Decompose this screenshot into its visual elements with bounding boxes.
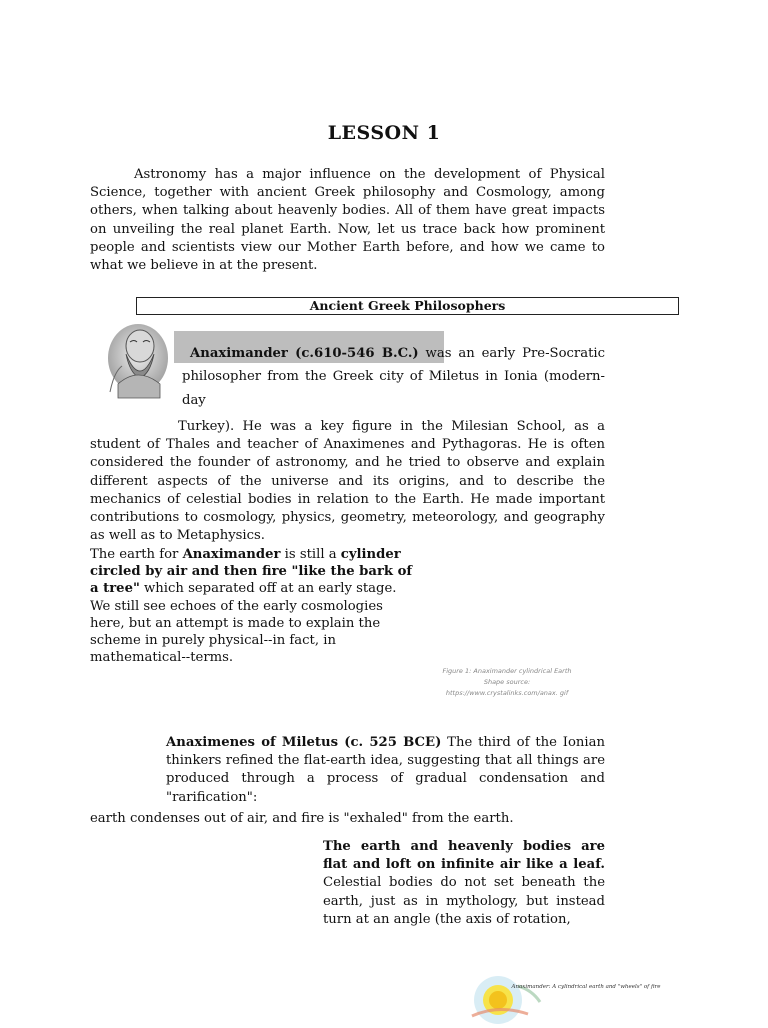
anaximander-line-1	[190, 345, 605, 363]
earth-text-2: is still a	[280, 547, 341, 562]
figure-1-caption: Figure 1: Anaximander cylindrical Earth Shape source: https://www.crystalinks.com/anax. gif	[442, 667, 572, 697]
anaximander-paragraph: Turkey). He was a key figure in the Milesian School, as a student of Thales and teacher of Anaximenes and Pythagoras. He is often considered the founder of astronomy, and he tried to observe and explain different aspects of the universe and its origins, and to describe the mechanics of celestial bodies in relation to the Earth. He made important contributions to cosmology, physics, geometry, meteorology, and geography as well as to Metaphysics.	[90, 419, 605, 544]
earth-bold-2: cylinder circled by air and then fire "like the bark of a tree"	[90, 547, 413, 597]
flat-earth-text: Celestial bodies do not set beneath the earth, just as in mythology, but instead turn at an angle (the axis of rotation,	[323, 875, 605, 927]
anaximander-name: Anaximander (c.610-546 B.C.)	[190, 346, 419, 361]
anaximenes-name: Anaximenes of Miletus (c. 525 BCE)	[166, 735, 442, 750]
anaximander-portrait	[100, 322, 173, 398]
earth-bold-1: Anaximander	[182, 547, 281, 562]
earth-cylinder-paragraph	[90, 546, 420, 666]
earth-text-1: The earth for	[90, 547, 183, 562]
anaximander-line-1-text: was an early Pre-Socratic	[418, 346, 605, 361]
anaximenes-paragraph	[166, 734, 605, 807]
figure-2-illustration	[468, 970, 661, 1024]
intro-paragraph: Astronomy has a major influence on the development of Physical Science, together with ancient Greek philosophy and Cosmology, among others, when talking about heavenly bodies. All of them have great impacts on unveiling the real planet Earth. Now, let us trace back how prominent people and scientists view our Mother Earth before, and how we came to what we believe in at the present.	[90, 167, 605, 274]
earth-text-3: which separated off at an early stage. We still see echoes of the early cosmologies here, but an attempt is made to explain the scheme in purely physical--in fact, in mathematical--terms.	[90, 581, 397, 666]
figure-2-label: Anaximander: A cylindrical earth and "wheels" of fire	[511, 984, 661, 990]
flat-earth-paragraph	[323, 838, 605, 929]
lesson-title: LESSON 1	[327, 122, 441, 144]
condensation-line: earth condenses out of air, and fire is "exhaled" from the earth.	[90, 811, 514, 826]
anaximenes-text: The third of the Ionian thinkers refined the flat-earth idea, suggesting that all things are produced through a process of gradual condensation and "rarification":	[166, 735, 605, 805]
anaximander-line-2: philosopher from the Greek city of Miletus in Ionia (modern-	[182, 369, 605, 384]
section-heading-box: Ancient Greek Philosophers	[136, 297, 679, 315]
flat-earth-bold: The earth and heavenly bodies are flat and loft on infinite air like a leaf.	[323, 839, 605, 873]
anaximander-line-3: day	[182, 393, 206, 408]
